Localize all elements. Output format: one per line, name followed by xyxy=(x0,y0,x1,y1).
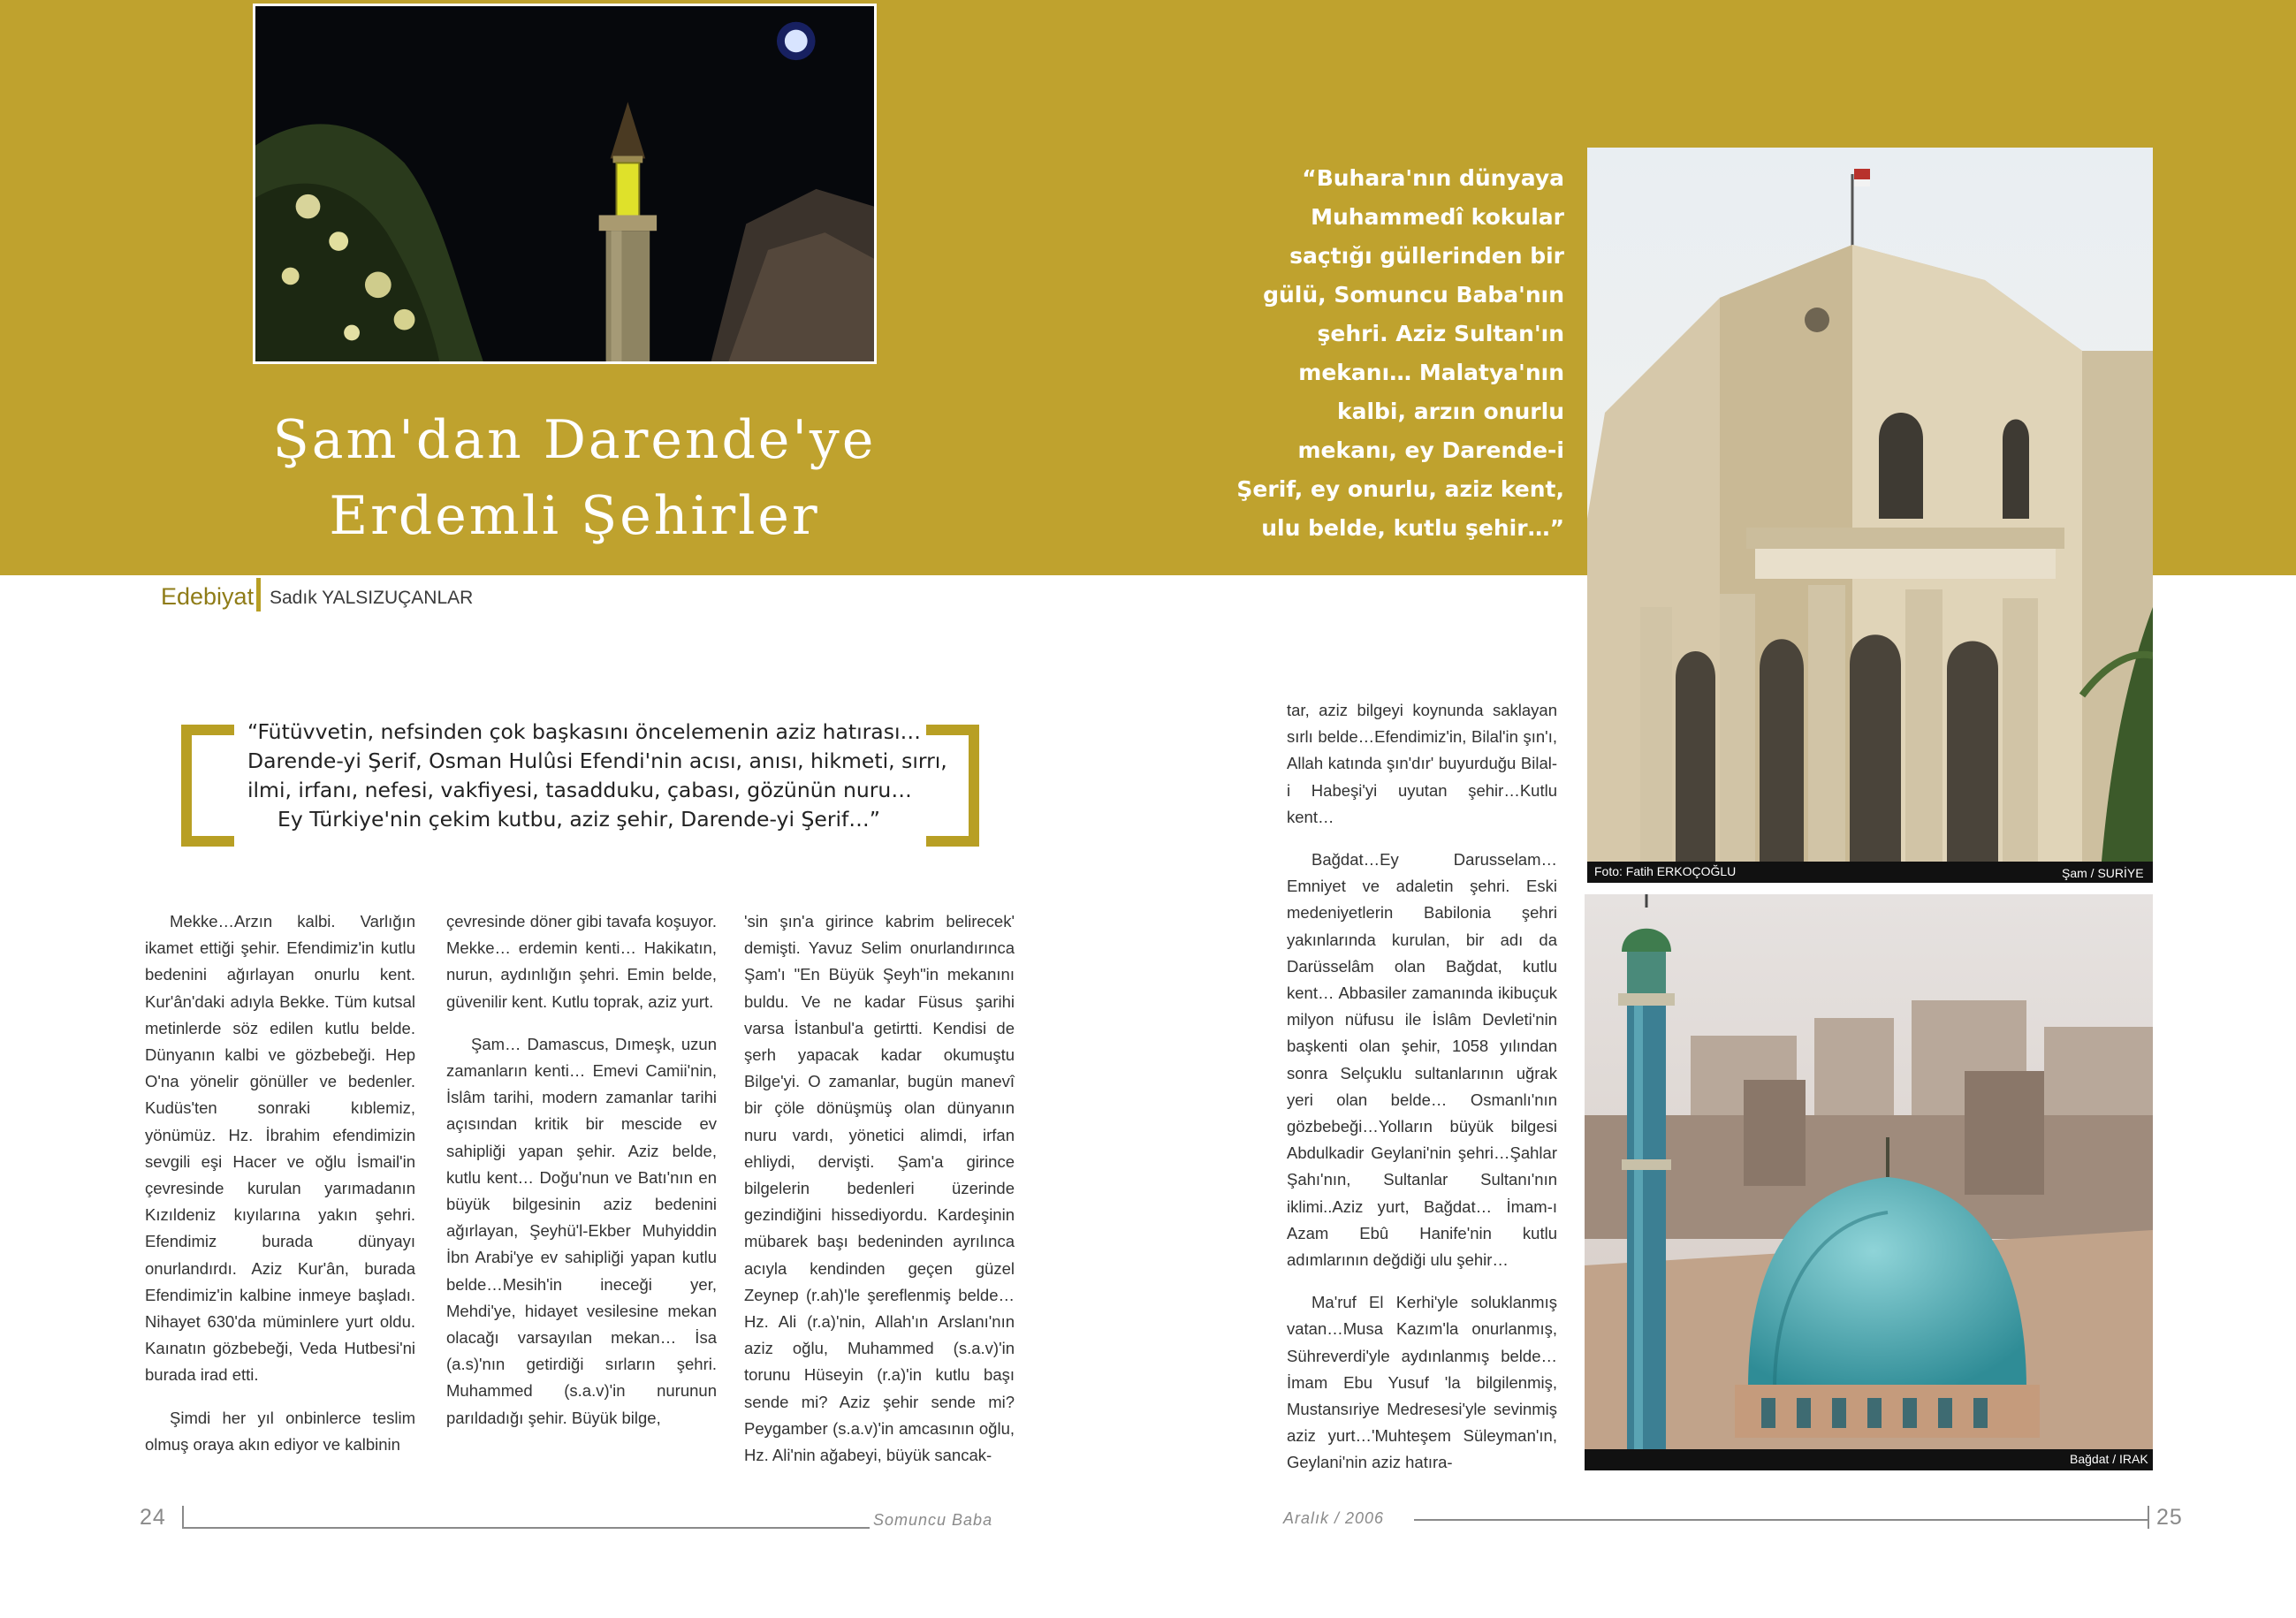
pull-quote-line: kalbi, arzın onurlu xyxy=(1336,399,1564,424)
left-footer-tick xyxy=(182,1506,184,1529)
epigraph-line: Ey Türkiye'nin çekim kutbu, aziz şehir, Darende-yi Şerif…” xyxy=(277,807,880,832)
pull-quote-line: “Buhara'nın dünyaya xyxy=(1302,165,1564,191)
damascus-caption: Şam / SURİYE xyxy=(2062,866,2144,880)
paragraph: Şam… Damascus, Dımeşk, uzun zamanların kenti… Emevi Camii'nin, İslâm tarihi, modern zamanlar tarihi açısından kritik bir mescide ev sahipliği yapan şehir. Aziz belde, kutlu kent… Doğu'nun ve Batı'nın en büyük bilgesinin aziz bedenini ağırlayan, Şeyhü'l-Ekber Muhyiddin İbn Arabi'ye ev sahipliği yapan kutlu belde…Mesih'in ineceği yer, Mehdi'ye, hidayet vesilesine mekan olacağı varsayılan mekan… İsa (a.s)'nın getirdiği sırların şehri. Muhammed (s.a.v)'in nurunun parıldadığı şehir. Büyük bilge, xyxy=(446,1034,717,1427)
section-divider xyxy=(256,578,261,611)
pull-quote-line: ulu belde, kutlu şehir…” xyxy=(1261,515,1564,541)
left-bracket xyxy=(181,725,234,847)
paragraph: Şimdi her yıl onbinlerce teslim olmuş oraya akın ediyor ve kalbinin xyxy=(145,1408,415,1454)
body-column-3 xyxy=(744,908,1015,1485)
pull-quote-line: mekanı, ey Darende-i xyxy=(1297,437,1564,463)
left-page-number: 24 xyxy=(140,1505,166,1530)
body-column-4 xyxy=(1287,697,1557,1493)
photo-credit-caption: Foto: Fatih ERKOÇOĞLU xyxy=(1594,864,1737,878)
pull-quote-line: şehri. Aziz Sultan'ın xyxy=(1317,321,1564,346)
magazine-name: Somuncu Baba xyxy=(873,1511,993,1529)
pull-quote-line: Şerif, ey onurlu, aziz kent, xyxy=(1236,476,1564,502)
article-title xyxy=(230,402,919,554)
right-page-number: 25 xyxy=(2156,1505,2183,1530)
paragraph: çevresinde döner gibi tavafa koşuyor. Mekke… erdemin kenti… Hakikatın, nurun, aydınlığın şehri. Emin belde, güvenilir kent. Kutlu toprak, aziz yurt. xyxy=(446,912,717,1011)
paragraph: Bağdat…Ey Darusselam…Emniyet ve adaletin şehri. Eski medeniyetlerin Babilonia şehri yakınlarında kurulan, bir adı da Darüsselâm olan Bağdat, kutlu kent… Abbasiler zamanında ikibuçuk milyon nüfusu ile İslâm Devleti'nin başkenti olan şehir, 1058 yılından sonra Selçuklu sultanlarının uğrak yeri olan belde… Osmanlı'nın gözbebeği…Yolların büyük bilgesi Abdulkadir Geylani'nin şehri…Şahlar Şahı'nın, Sultanlar Sultanı'nın iklimi..Aziz yurt, Bağdat… İmam-ı Azam Ebû Hanife'nin kutlu adımlarının değdiği ulu şehir… xyxy=(1287,850,1557,1270)
epigraph-line: ilmi, irfanı, nefesi, vakfiyesi, tasadduku, çabası, gözünün nuru… xyxy=(247,778,912,802)
body-column-2 xyxy=(446,908,717,1447)
minaret-night-photo xyxy=(253,4,877,364)
section-label: Edebiyat xyxy=(161,583,255,610)
baghdad-caption: Bağdat / IRAK xyxy=(2070,1452,2148,1466)
paragraph: Ma'ruf El Kerhi'yle soluklanmış vatan…Musa Kazım'la onurlanmış, Sühreverdi'yle aydınlanmış belde… İmam Ebu Yusuf 'la bilgilenmiş, Mustansıriye Medresesi'yle sevinmiş aziz yurt…'Muhteşem Süleyman'ın, Geylani'nin aziz hatıra- xyxy=(1287,1293,1557,1472)
author-name: Sadık YALSIZUÇANLAR xyxy=(270,588,474,608)
paragraph: 'sin şın'a girince kabrim belirecek' demişti. Yavuz Selim onurlandırınca Şam'ı "En Büyük Şeyh"in mekanını buldu. Ve ne kadar Füsus şarihi varsa İstanbul'a getirtti. Kendisi de şerh yapacak kadar okumuştu Bilge'yi. O zamanlar, bugün manevî bir çöle dönüşmüş olan dünyanın nuru vardı, yönetici alimdi, irfan ehliydi, dervişti. Şam'a girince bilgelerin bedenleri üzerinde gezindiğini hissediyordu. Kardeşinin mübarek başı bedeninden ayrılınca acıyla kendinden geçen güzel Zeynep (r.ah)'le şereflenmiş belde… Hz. Ali (r.a)'nin, Allah'ın Arslanı'nın aziz oğlu, Muhammed (s.a.v)'in torunu Hüseyin (r.a)'in kutlu başı sende mi? Aziz şehir sende mi? Peygamber (s.a.v)'in amcasının oğlu, Hz. Ali'nin ağabeyi, büyük sancak- xyxy=(744,912,1015,1465)
article-title-line: Şam'dan Darende'ye xyxy=(272,409,877,471)
pull-quote-line: Muhammedî kokular xyxy=(1311,204,1564,230)
body-column-1 xyxy=(145,908,415,1474)
damascus-building-photo xyxy=(1587,148,2153,883)
epigraph-line: Darende-yi Şerif, Osman Hulûsi Efendi'nin acısı, anısı, hikmeti, sırrı, xyxy=(247,748,947,773)
right-footer-rule xyxy=(1414,1519,2148,1521)
pull-quote-line: gülü, Somuncu Baba'nın xyxy=(1263,282,1564,308)
pull-quote-line: mekanı… Malatya'nın xyxy=(1298,360,1564,385)
paragraph: tar, aziz bilgeyi koynunda saklayan sırlı belde…Efendimiz'in, Bilal'in şın'ı, Allah katında şın'dır' buyurduğu Bilal-i Habeşi'yi uyutan şehir…Kutlu kent… xyxy=(1287,701,1557,826)
epigraph-quote xyxy=(247,718,947,834)
right-footer-tick xyxy=(2148,1506,2149,1529)
article-title-line: Erdemli Şehirler xyxy=(329,485,820,547)
pull-quote xyxy=(1220,159,1564,548)
paragraph: Mekke…Arzın kalbi. Varlığın ikamet ettiği şehir. Efendimiz'in kutlu bedenini ağırlayan onurlu kent. Kur'ân'daki adıyla Bekke. Tüm kutsal metinlerde söz edilen kutlu belde. Dünyanın kalbi ve gözbebeği. Hep O'na yönelir gönüller ve bedenler. Kudüs'ten sonraki kıblemiz, yönümüz. Hz. İbrahim efendimizin sevgili eşi Hacer ve oğlu İsmail'in çevresinde kurulan yarımadanın Kızıldeniz kıyılarına yakın şehri. Efendimiz burada dünyayı onurlandırdı. Aziz Kur'ân, burada Efendimiz'in kalbine inmeye başladı. Nihayet 630'da müminlere yurt oldu. Kaınatın gözbebeği, Veda Hutbesi'ni burada irad etti. xyxy=(145,912,415,1385)
pull-quote-line: saçtığı güllerinden bir xyxy=(1289,243,1564,269)
baghdad-mosque-photo xyxy=(1585,894,2153,1470)
issue-date: Aralık / 2006 xyxy=(1283,1509,1385,1527)
right-bracket xyxy=(926,725,979,847)
left-footer-rule xyxy=(184,1527,870,1529)
epigraph-line: “Fütüvvetin, nefsinden çok başkasını öncelemenin aziz hatırası… xyxy=(247,719,921,744)
